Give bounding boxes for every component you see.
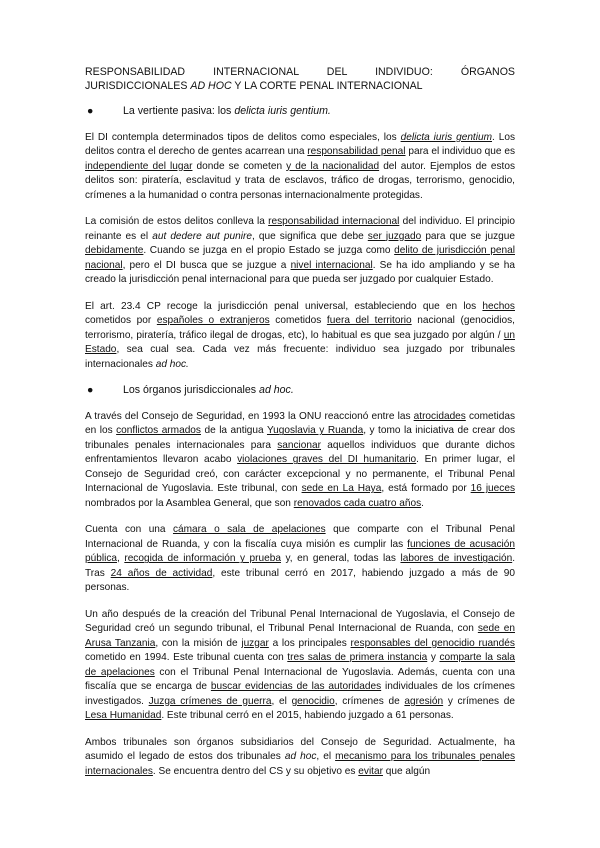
bullet-icon: ●	[87, 105, 94, 118]
paragraph-delicta: El DI contempla determinados tipos de delitos como especiales, los delicta iuris gentium. Los delitos contra el derecho de gentes acarrean una responsabilidad penal para el individuo que es independiente del lugar donde se cometen y de la nacionalidad del autor. Ejemplos de estos delitos son: piratería, esclavitud y trata de esclavos, tráfico de drogas, terrorismo, genocidio, crímenes a la humanidad o contra personas internacionalmente protegidas.	[85, 131, 515, 201]
paragraph-yugoslavia: A través del Consejo de Seguridad, en 1993 la ONU reaccionó entre las atrocidades cometidas en los conflictos armados de la antigua Yugoslavia y Ruanda, y tomo la iniciativa de crear dos tribunales penales internacionales para sancionar aquellos individuos que durante dichos enfrentamientos llevaron acabo violaciones graves del DI humanitario. En primer lugar, el Consejo de Seguridad creó, con carácter excepcional y no permanente, el Tribunal Penal Internacional de Yugoslavia. Este tribunal, con sede en La Haya, está formado por 16 jueces nombrados por la Asamblea General, que son renovados cada cuatro años.	[85, 410, 515, 509]
bullet-icon: ●	[87, 384, 94, 397]
paragraph-responsabilidad: La comisión de estos delitos conlleva la responsabilidad internacional del individuo. El principio reinante es el aut dedere aut punire, que significa que debe ser juzgado para que se juzgue debidamente. Cuando se juzga en el propio Estado se juzga como delito de jurisdicción penal nacional, pero el DI busca que se juzgue a nivel internacional. Se ha ido ampliando y se ha creado la jurisdicción penal internacional para que pueda ser juzgado por cualquier Estado.	[85, 216, 515, 286]
paragraph-apelaciones: Cuenta con una cámara o sala de apelaciones que comparte con el Tribunal Penal Internacional de Ruanda, y con la fiscalía cuya misión es cumplir las funciones de acusación pública, recogida de información y prueba y, en general, todas las labores de investigación. Tras 24 años de actividad, este tribunal cerró en 2017, habiendo juzgado a más de 90 personas.	[85, 524, 516, 594]
paragraph-art-23-4: El art. 23.4 CP recoge la jurisdicción penal universal, estableciendo que en los hechos cometidos por españoles o extranjeros cometidos fuera del territorio nacional (genocidios, terrorismo, piratería, tráfico ilegal de drogas, etc), lo habitual es que sea juzgado por algún / un Estado, sea cual sea. Cada vez más frecuente: individuo sea juzgado por tribunales internacionales ad hoc.	[85, 300, 515, 370]
document-title-line1: RESPONSABILIDAD INTERNACIONAL DEL INDIVIDUO: ÓRGANOS	[85, 66, 515, 78]
paragraph-mecanismo: Ambos tribunales son órganos subsidiarios del Consejo de Seguridad. Actualmente, ha asumido el legado de estos dos tribunales ad hoc, el mecanismo para los tribunales penales internacionales. Se encuentra dentro del CS y su objetivo es evitar que algún	[85, 736, 516, 777]
section-heading-ad-hoc: ● Los órganos jurisdiccionales ad hoc.	[87, 384, 294, 397]
document-title-line2: JURISDICCIONALES AD HOC Y LA CORTE PENAL INTERNACIONAL	[85, 79, 423, 92]
paragraph-ruanda: Un año después de la creación del Tribunal Penal Internacional de Yugoslavia, el Consejo de Seguridad creó un segundo tribunal, el Tribunal Penal Internacional de Ruanda, con sede en Arusa Tanzania, con la misión de juzgar a los principales responsables del genocidio ruandés cometido en 1994. Este tribunal cuenta con tres salas de primera instancia y comparte la sala de apelaciones con el Tribunal Penal Internacional de Yugoslavia. Además, cuenta con una fiscalía que se encarga de buscar evidencias de las autoridades individuales de los crímenes investigados. Juzga crímenes de guerra, el genocidio, crímenes de agresión y crímenes de Lesa Humanidad. Este tribunal cerró en el 2015, habiendo juzgado a 61 personas.	[85, 608, 516, 722]
section-heading-passive: ● La vertiente pasiva: los delicta iuris gentium.	[87, 105, 331, 118]
document-page	[85, 66, 515, 791]
